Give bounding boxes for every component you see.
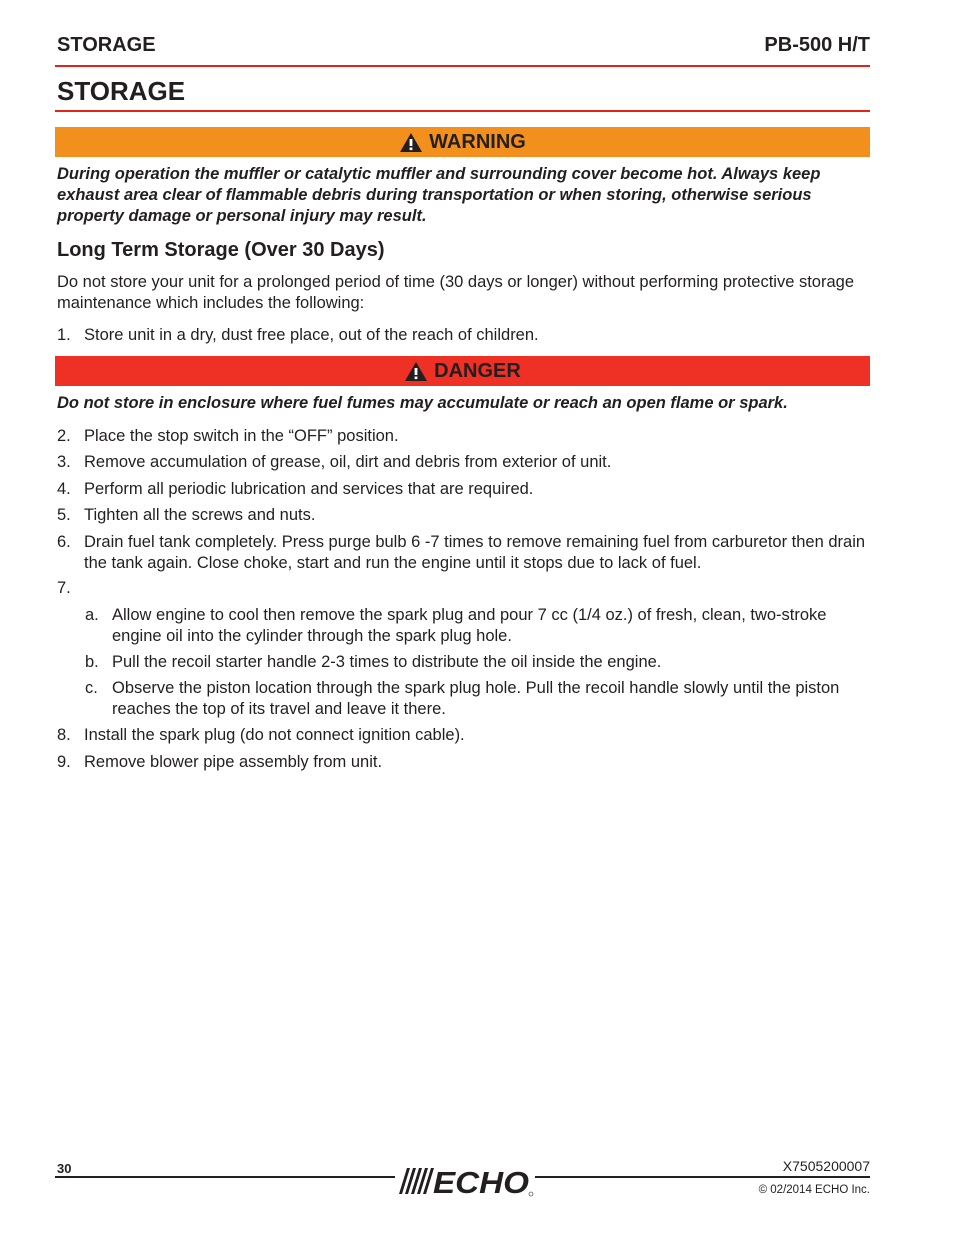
step-number: 8.: [57, 726, 71, 744]
substep-letter: b.: [85, 653, 99, 671]
danger-text: Do not store in enclosure where fuel fumes may accumulate or reach an open flame or spark.: [57, 394, 788, 412]
document-id: X7505200007: [782, 1158, 870, 1174]
list-item-step-6: [57, 532, 870, 574]
step-number: 5.: [57, 506, 71, 524]
step-number: 6.: [57, 533, 71, 551]
page-number: 30: [57, 1161, 72, 1176]
step-number: 1.: [57, 326, 71, 344]
warning-bar: [55, 127, 870, 157]
manual-page: [55, 0, 870, 1235]
list-item-step-5: [57, 505, 870, 526]
step-text: Tighten all the screws and nuts.: [84, 506, 316, 524]
step-text: Place the stop switch in the “OFF” position.: [84, 427, 399, 445]
step-text: Perform all periodic lubrication and services that are required.: [84, 480, 534, 498]
svg-text:ECHO: ECHO: [433, 1165, 529, 1198]
subheading-long-term-storage: Long Term Storage (Over 30 Days): [57, 239, 385, 261]
list-item-substep-a: [57, 605, 870, 647]
substep-text: Allow engine to cool then remove the spark plug and pour 7 cc (1/4 oz.) of fresh, clean, two-stroke engine oil into the cylinder through the spark plug hole.: [112, 606, 827, 645]
intro-paragraph: Do not store your unit for a prolonged period of time (30 days or longer) without performing protective storage maintenance which includes the following:: [57, 273, 855, 312]
warning-label: WARNING: [429, 131, 526, 153]
running-header: [55, 32, 870, 60]
step-number: 2.: [57, 427, 71, 445]
list-item-step-3: [57, 452, 870, 473]
footer-rule-left: [55, 1176, 395, 1178]
substep-letter: a.: [85, 606, 99, 624]
list-item-step-2: [57, 426, 870, 447]
echo-logo: [393, 1164, 535, 1198]
substep-letter: c.: [85, 679, 98, 697]
list-item-step-1: [57, 325, 870, 346]
step-text: Remove blower pipe assembly from unit.: [84, 753, 383, 771]
list-item-substep-b: [57, 652, 870, 673]
danger-bar: [55, 356, 870, 386]
warning-triangle-icon: [399, 132, 423, 153]
step-number: 7.: [57, 579, 71, 597]
step-number: 3.: [57, 453, 71, 471]
warning-text: During operation the muffler or catalytic muffler and surrounding cover become hot. Always keep exhaust area clear of flammable debris during transportation or when storing, otherwise serious property damage or personal injury may result.: [57, 165, 821, 225]
step-number: 9.: [57, 753, 71, 771]
list-item-step-8: [57, 725, 870, 746]
list-item-substep-c: [57, 678, 870, 720]
header-section: STORAGE: [57, 34, 156, 56]
title-rule: [55, 110, 870, 112]
substep-text: Pull the recoil starter handle 2-3 times to distribute the oil inside the engine.: [112, 653, 662, 671]
header-rule: [55, 65, 870, 67]
warning-triangle-icon: [404, 361, 428, 382]
footer-rule-right: [535, 1176, 870, 1178]
step-text: Drain fuel tank completely. Press purge bulb 6 -7 times to remove remaining fuel from carburetor then drain the tank again. Close choke, start and run the engine until it stops due to lack of fuel.: [84, 533, 866, 572]
step-number: 4.: [57, 480, 71, 498]
page-title: STORAGE: [57, 76, 186, 106]
step-text: Remove accumulation of grease, oil, dirt and debris from exterior of unit.: [84, 453, 612, 471]
header-model: PB-500 H/T: [764, 34, 870, 56]
step-text: Store unit in a dry, dust free place, out of the reach of children.: [84, 326, 539, 344]
danger-label: DANGER: [434, 360, 521, 382]
substep-text: Observe the piston location through the spark plug hole. Pull the recoil handle slowly until the piston reaches the top of its travel and leave it there.: [112, 679, 840, 718]
list-item-step-9: [57, 752, 870, 773]
step-text: Install the spark plug (do not connect ignition cable).: [84, 726, 465, 744]
list-item-step-4: [57, 479, 870, 500]
copyright-notice: © 02/2014 ECHO Inc.: [758, 1184, 870, 1196]
